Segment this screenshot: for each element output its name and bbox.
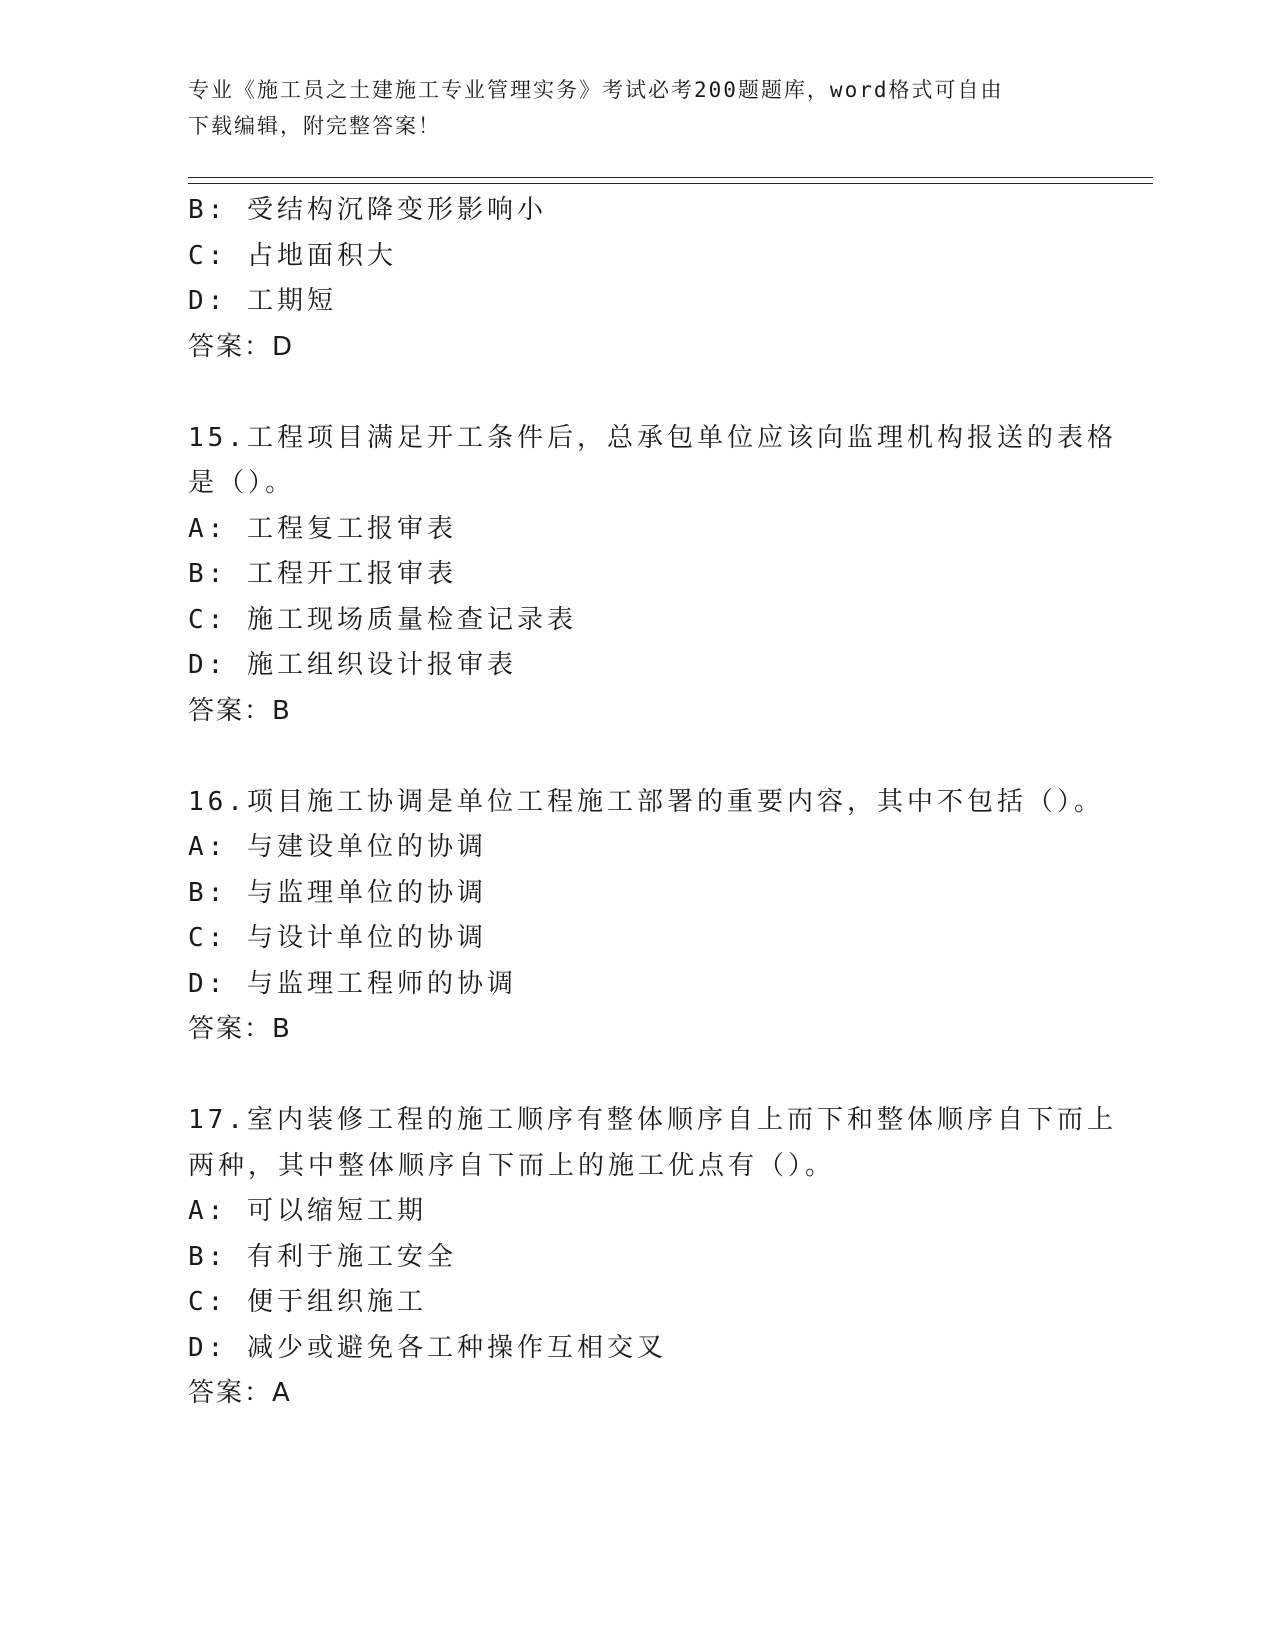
answer-label: 答案： [188,695,273,726]
answer-label: 答案： [188,1378,273,1408]
question-15 [188,416,1117,735]
spacer [188,734,1088,780]
answer-line [188,1371,1088,1417]
header-divider-top [188,177,1153,178]
question-stem-continued: 是（）。 [188,468,296,498]
option-d: D: 与监理工程师的协调 [188,968,517,999]
option-d: D: 工期短 [188,286,337,316]
option-b: B: 有利于施工安全 [188,1241,457,1272]
option-d: D: 施工组织设计报审表 [188,650,517,680]
answer-line [188,1007,1088,1053]
option-b: B: 与监理单位的协调 [188,877,487,908]
option-a: A: 可以缩短工期 [188,1196,427,1226]
answer-line [188,689,1088,735]
answer-value: D [272,331,293,362]
spacer [188,370,1088,416]
option-c: C: 便于组织施工 [188,1287,427,1317]
header-divider-bottom [188,183,1153,184]
option-c: C: 施工现场质量检查记录表 [188,604,577,635]
answer-label: 答案： [188,1014,273,1044]
answer-value: B [272,695,290,726]
option-a: A: 工程复工报审表 [188,513,457,544]
question-content [188,188,1117,1417]
document-header [188,72,1068,144]
question-16 [188,780,1104,1053]
question-stem: 15.工程项目满足开工条件后，总承包单位应该向监理机构报送的表格 [188,422,1117,453]
option-d: D: 减少或避免各工种操作互相交叉 [188,1332,667,1363]
answer-value: B [272,1014,290,1044]
option-a: A: 与建设单位的协调 [188,832,487,862]
option-c: C: 占地面积大 [188,240,397,271]
answer-value: A [272,1378,290,1408]
option-b: B: 受结构沉降变形影响小 [188,195,547,225]
option-b: B: 工程开工报审表 [188,559,457,589]
question-14-continued [188,188,1088,370]
answer-line [188,325,1088,371]
option-c: C: 与设计单位的协调 [188,923,487,953]
spacer [188,1053,1088,1099]
question-stem: 16.项目施工协调是单位工程施工部署的重要内容，其中不包括（）。 [188,786,1104,817]
header-line-2: 下载编辑，附完整答案！ [188,114,441,138]
question-stem: 17.室内装修工程的施工顺序有整体顺序自上而下和整体顺序自下而上 [188,1105,1117,1135]
question-stem-continued: 两种，其中整体顺序自下而上的施工优点有（）。 [188,1150,836,1181]
header-line-1: 专业《施工员之土建施工专业管理实务》考试必考200题题库，word格式可自由 [188,78,1004,102]
question-17 [188,1098,1117,1417]
answer-label: 答案： [188,331,273,362]
